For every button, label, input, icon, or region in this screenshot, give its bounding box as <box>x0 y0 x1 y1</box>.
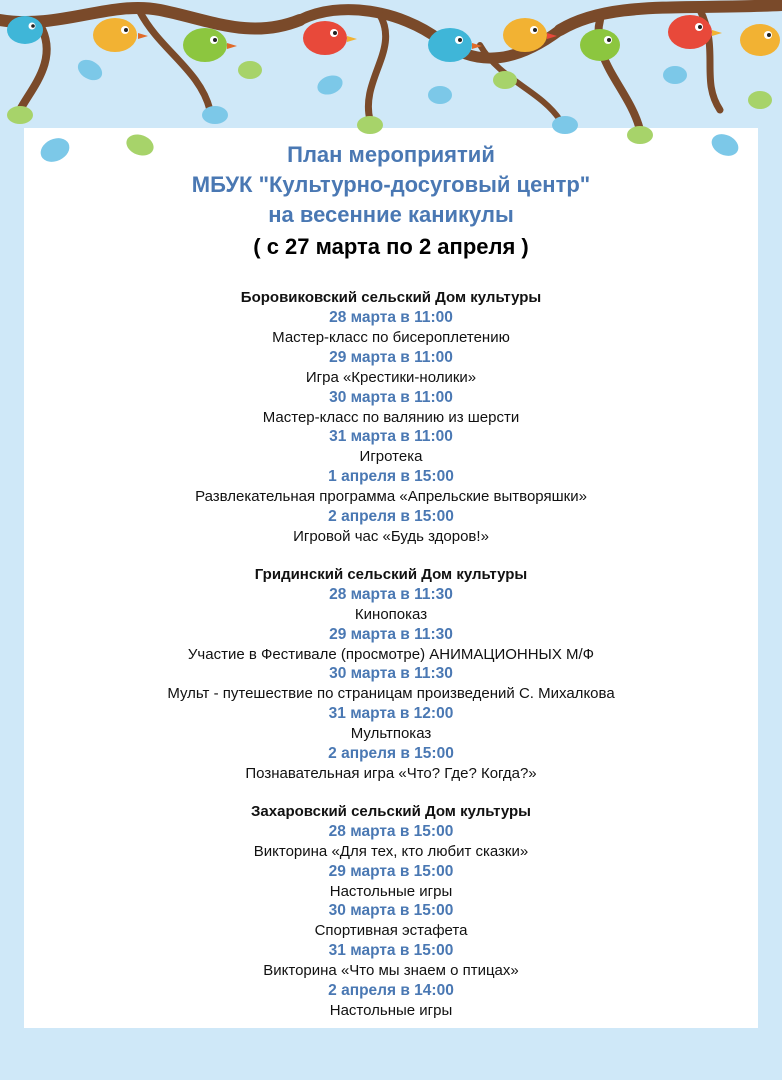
events-list <box>0 288 782 1039</box>
event-text: Настольные игры <box>329 1001 453 1019</box>
event-text: Развлекательная программа «Апрельские вытворяшки» <box>195 488 587 506</box>
event-text: Кинопоказ <box>354 605 428 623</box>
section-borovikovsky <box>0 288 782 547</box>
event-date: 2 апреля в 15:00 <box>328 507 454 525</box>
header-title-line3: на весенние каникулы <box>268 202 514 227</box>
header-date-range: ( с 27 марта по 2 апреля ) <box>253 234 529 259</box>
event-text: Познавательная игра «Что? Где? Когда?» <box>245 764 537 782</box>
event-text: Викторина «Для тех, кто любит сказки» <box>253 842 529 860</box>
event-date: 28 марта в 11:00 <box>329 309 453 326</box>
event-text: Игра «Крестики-нолики» <box>305 368 477 386</box>
section-title: Захаровский сельский Дом культуры <box>251 802 531 820</box>
event-date: 30 марта в 15:00 <box>328 902 454 920</box>
event-text: Мастер-класс по бисероплетению <box>272 329 510 346</box>
event-date: 1 апреля в 15:00 <box>328 468 454 486</box>
header-title-line1: План мероприятий <box>287 142 495 167</box>
header-title-line2: МБУК "Культурно-досуговый центр" <box>191 172 591 197</box>
event-date: 30 марта в 11:00 <box>329 388 453 406</box>
event-text: Настольные игры <box>329 882 453 900</box>
event-date: 28 марта в 11:30 <box>329 585 453 603</box>
event-date: 2 апреля в 15:00 <box>328 744 454 762</box>
event-date: 28 марта в 15:00 <box>328 822 454 840</box>
event-date: 2 апреля в 14:00 <box>328 981 454 999</box>
page-header <box>0 140 782 262</box>
event-date: 31 марта в 11:00 <box>329 428 453 446</box>
event-date: 30 марта в 11:30 <box>329 665 453 683</box>
event-date: 29 марта в 15:00 <box>328 862 454 880</box>
section-title: Гридинский сельский Дом культуры <box>254 565 528 583</box>
event-date: 31 марта в 12:00 <box>328 705 454 723</box>
event-date: 29 марта в 11:30 <box>329 625 453 643</box>
section-title: Боровиковский сельский Дом культуры <box>240 289 542 306</box>
section-zakharovsky <box>0 802 782 1021</box>
event-date: 29 марта в 11:00 <box>329 348 453 366</box>
event-text: Спортивная эстафета <box>314 922 468 940</box>
event-text: Игротека <box>359 448 423 466</box>
event-text: Мульт - путешествие по страницам произведений С. Михалкова <box>167 685 615 703</box>
event-text: Участие в Фестивале (просмотре) АНИМАЦИОННЫХ М/Ф <box>187 645 595 663</box>
event-date: 31 марта в 15:00 <box>328 942 454 960</box>
event-text: Мастер-класс по валянию из шерсти <box>262 408 520 426</box>
event-text: Мультпоказ <box>350 725 432 743</box>
event-text: Игровой час «Будь здоров!» <box>293 527 489 545</box>
event-text: Викторина «Что мы знаем о птицах» <box>263 962 519 980</box>
section-gridinsky <box>0 565 782 784</box>
